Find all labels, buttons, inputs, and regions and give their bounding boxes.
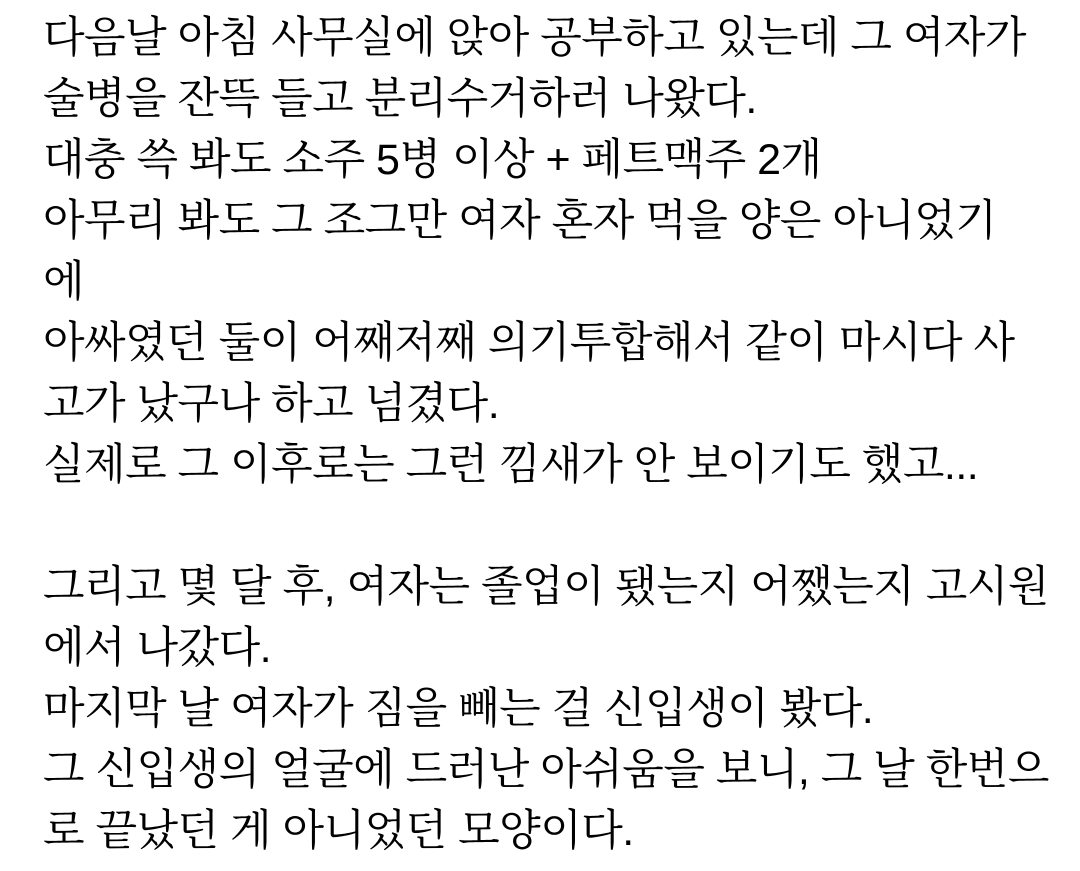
blank-line (43, 496, 1060, 557)
text-line: 그 신입생의 얼굴에 드러난 아쉬움을 보니, 그 날 한번으 (43, 746, 1049, 794)
text-line: 마지막 날 여자가 짐을 빼는 걸 신입생이 봤다. (43, 685, 874, 733)
text-line: 실제로 그 이후로는 그런 낌새가 안 보이기도 했고... (43, 441, 979, 489)
text-line: 대충 쓱 봐도 소주 5병 이상 + 페트맥주 2개 (43, 136, 822, 184)
text-line: 그리고 몇 달 후, 여자는 졸업이 됐는지 어쨌는지 고시원 (43, 563, 1049, 611)
text-line: 고가 났구나 하고 넘겼다. (43, 380, 500, 428)
text-line: 아무리 봐도 그 조그만 여자 혼자 먹을 양은 아니었기 (43, 197, 997, 245)
text-line: 로 끝났던 게 아니었던 모양이다. (43, 807, 634, 855)
text-line: 아싸였던 둘이 어째저째 의기투합해서 같이 마시다 사 (43, 319, 1015, 367)
text-body (43, 8, 1060, 862)
text-line: 에서 나갔다. (43, 624, 272, 672)
text-line: 다음날 아침 사무실에 앉아 공부하고 있는데 그 여자가 (43, 14, 1026, 62)
text-line: 술병을 잔뜩 들고 분리수거하러 나왔다. (43, 75, 757, 123)
text-line: 에 (43, 258, 85, 306)
